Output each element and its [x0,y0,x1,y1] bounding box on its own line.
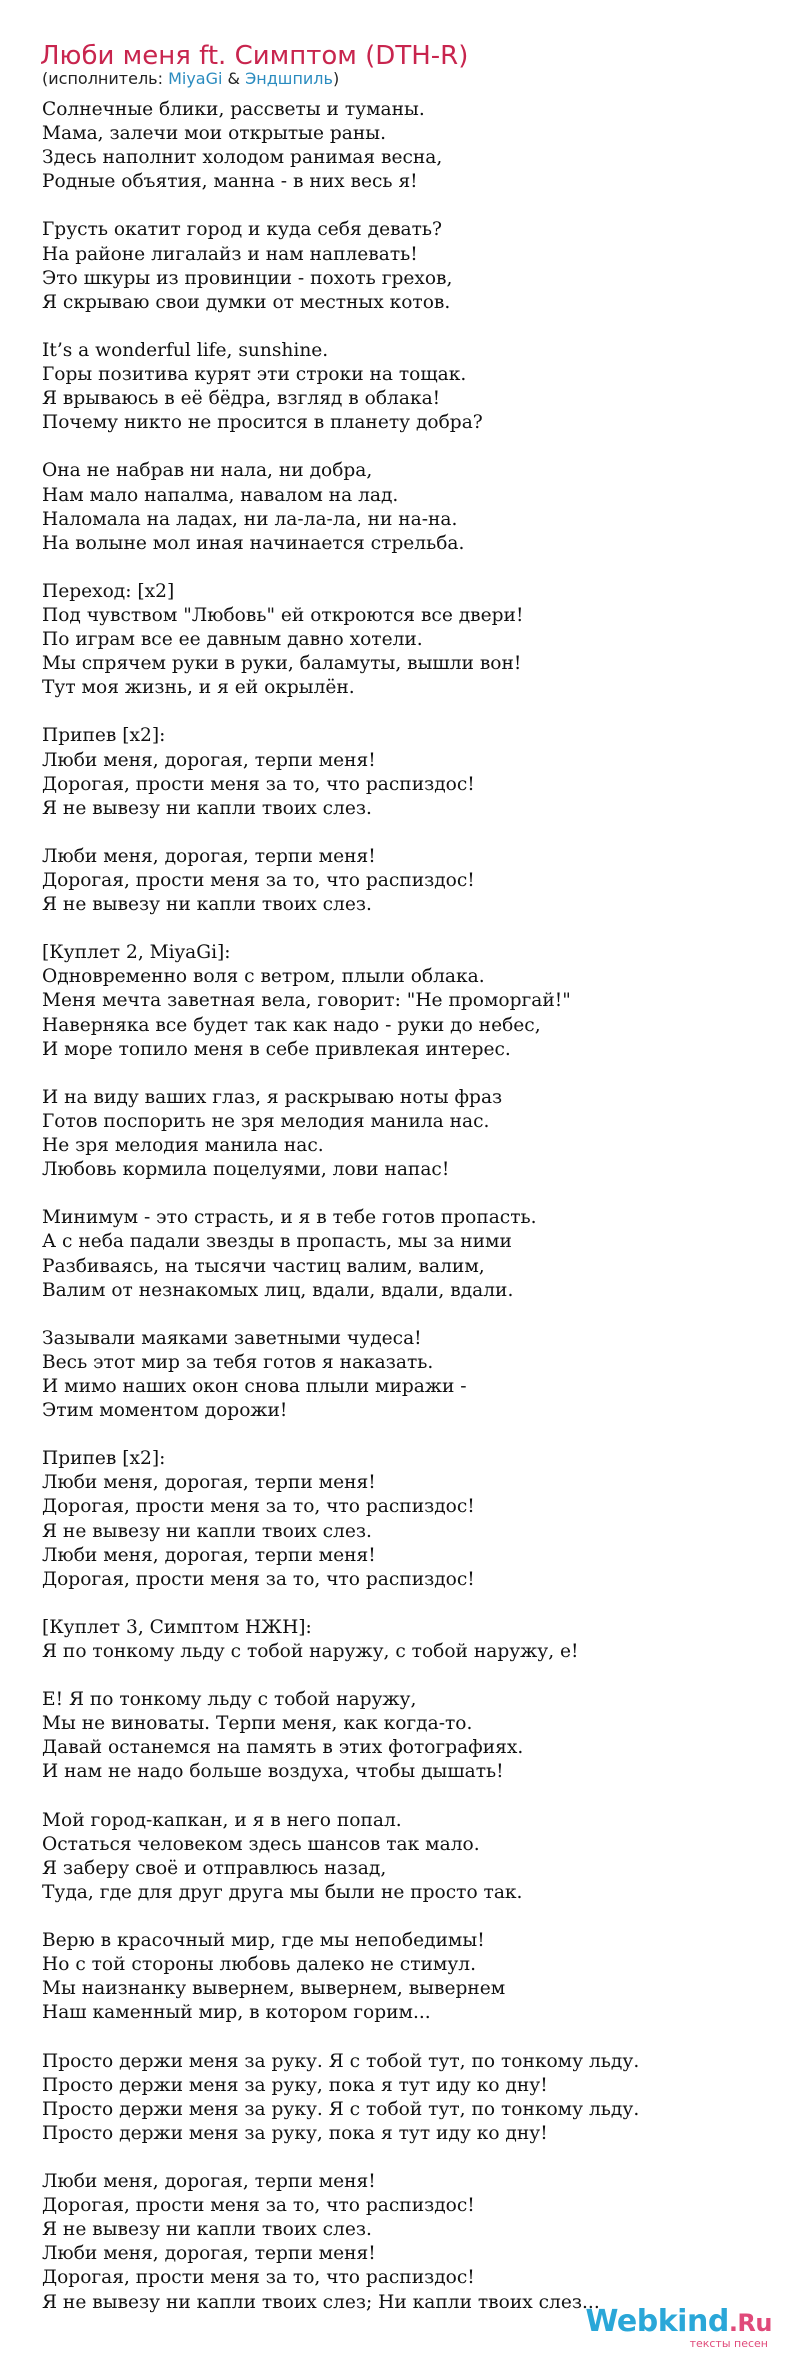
song-title: Люби меня ft. Симптом (DTH-R) [40,41,469,71]
lyrics-line: Готов поспорить не зря мелодия манила нас. [42,1110,490,1132]
logo-tagline: тексты песен [689,2337,768,2350]
lyrics-line: Я не вывезу ни капли твоих слез. [42,894,372,916]
lyrics-line: Она не набрав ни нала, ни добра, [42,460,373,482]
lyrics-line: Люби меня, дорогая, терпи меня! [42,845,376,867]
lyrics-line: Мы наизнанку вывернем, вывернем, вывернем [42,1978,506,2000]
lyrics-line: Родные объятия, манна - в них весь я! [42,171,418,193]
lyrics-line: Не зря мелодия манила нас. [42,1135,324,1157]
lyrics-line: Я не вывезу ни капли твоих слез. [42,2219,372,2241]
lyrics-line: Валим от незнакомых лиц, вдали, вдали, вдали. [42,1279,514,1301]
lyrics-line: Мама, залечи мои открытые раны. [42,123,386,145]
lyrics-line: И мимо наших окон снова плыли миражи - [42,1375,467,1397]
lyrics-stanza [42,724,782,820]
lyrics-stanza [42,98,782,194]
lyrics-stanza [42,2050,782,2146]
lyrics-line: Минимум - это страсть, и я в тебе готов пропасть. [42,1207,537,1229]
lyrics-line: Припев [x2]: [42,1448,166,1470]
lyrics-stanza [42,339,782,435]
lyrics-line: Горы позитива курят эти строки на тощак. [42,364,467,386]
lyrics-stanza [42,1447,782,1592]
logo-wordmark [585,2304,772,2339]
logo-tld: .Ru [728,2309,772,2337]
lyrics-stanza [42,1616,782,1664]
lyrics-line: It’s a wonderful life, sunshine. [42,339,329,361]
logo-brand: Webkind [585,2304,729,2339]
lyrics-stanza [42,941,782,1061]
lyrics-line: Одновременно воля с ветром, плыли облака. [42,966,485,988]
lyrics-line: Я не вывезу ни капли твоих слез. [42,797,372,819]
lyrics-line: Мой город-капкан, и я в него попал. [42,1809,402,1831]
lyrics-line: Любовь кормила поцелуями, лови напас! [42,1159,450,1181]
artist-prefix: (исполнитель: [42,69,169,88]
artist-line [42,68,339,90]
lyrics-line: На районе лигалайз и нам наплевать! [42,243,418,265]
lyrics-line: Мы спрячем руки в руки, баламуты, вышли вон! [42,653,522,675]
lyrics-line: Припев [x2]: [42,725,166,747]
lyrics-line: Е! Я по тонкому льду с тобой наружу, [42,1689,417,1711]
artist-link-endshpil[interactable]: Эндшпиль [245,69,333,88]
lyrics-line: Люби меня, дорогая, терпи меня! [42,1472,376,1494]
lyrics-line: Этим моментом дорожи! [42,1400,288,1422]
lyrics-line: И море топило меня в себе привлекая интерес. [42,1038,511,1060]
lyrics-line: Туда, где для друг друга мы были не просто так. [42,1881,523,1903]
lyrics-line: Наломала на ладах, ни ла-ла-ла, ни на-на. [42,508,458,530]
lyrics-line: Я не вывезу ни капли твоих слез. [42,1520,372,1542]
lyrics-line: Люби меня, дорогая, терпи меня! [42,2243,376,2265]
lyrics-line: Просто держи меня за руку, пока я тут иду ко дну! [42,2074,548,2096]
lyrics-stanza [42,1086,782,1182]
lyrics-body [42,98,782,2339]
lyrics-line: И на виду ваших глаз, я раскрываю ноты фраз [42,1086,503,1108]
lyrics-line: Давай останемся на память в этих фотографиях. [42,1737,524,1759]
lyrics-line: Я врываюсь в её бёдра, взгляд в облака! [42,388,441,410]
lyrics-line: Нам мало напалма, навалом на лад. [42,484,399,506]
lyrics-line: Зазывали маяками заветными чудеса! [42,1327,422,1349]
lyrics-line: Дорогая, прости меня за то, что распиздос! [42,1496,475,1518]
lyrics-stanza [42,1206,782,1302]
artist-separator: & [222,69,246,88]
lyrics-stanza [42,2170,782,2315]
lyrics-line: Весь этот мир за тебя готов я наказать. [42,1351,434,1373]
lyrics-line: Грусть окатит город и куда себя девать? [42,219,443,241]
lyrics-line: Дорогая, прости меня за то, что распиздос! [42,2267,475,2289]
lyrics-line: Люби меня, дорогая, терпи меня! [42,2171,376,2193]
lyrics-line: Тут моя жизнь, и я ей окрылён. [42,677,355,699]
lyrics-line: Почему никто не просится в планету добра? [42,412,483,434]
lyrics-stanza [42,1688,782,1784]
lyrics-line: [Куплет 3, Симптом НЖН]: [42,1616,312,1638]
lyrics-line: Я по тонкому льду с тобой наружу, с тобой наружу, е! [42,1641,579,1662]
lyrics-line: Я не вывезу ни капли твоих слез; Ни капли твоих слез... [42,2291,600,2313]
lyrics-line: Мы не виноваты. Терпи меня, как когда-то. [42,1713,473,1735]
lyrics-line: Я заберу своё и отправлюсь назад, [42,1857,387,1879]
lyrics-stanza [42,845,782,917]
lyrics-line: Дорогая, прости меня за то, что распиздос! [42,870,475,891]
lyrics-stanza [42,459,782,555]
lyrics-line: Люби меня, дорогая, терпи меня! [42,749,376,771]
lyrics-line: Переход: [x2] [42,580,175,602]
lyrics-line: Дорогая, прости меня за то, что распиздос! [42,773,475,795]
webkind-logo[interactable] [585,2304,772,2350]
lyrics-line: На волыне мол иная начинается стрельба. [42,532,465,554]
lyrics-line: Просто держи меня за руку, пока я тут иду ко дну! [42,2122,548,2144]
lyrics-line: Но с той стороны любовь далеко не стимул. [42,1954,477,1976]
lyrics-line: Дорогая, прости меня за то, что распиздос! [42,2195,475,2217]
lyrics-line: Верю в красочный мир, где мы непобедимы! [42,1930,485,1952]
lyrics-stanza [42,1327,782,1423]
lyrics-line: Под чувством "Любовь" ей откроются все двери! [42,604,524,626]
lyrics-line: Просто держи меня за руку. Я с тобой тут, по тонкому льду. [42,2098,640,2120]
lyrics-line: Просто держи меня за руку. Я с тобой тут, по тонкому льду. [42,2050,640,2072]
lyrics-line: Меня мечта заветная вела, говорит: "Не проморгай!" [42,990,571,1012]
lyrics-line: Дорогая, прости меня за то, что распиздос! [42,1568,475,1590]
lyrics-line: Наш каменный мир, в котором горим... [42,2002,431,2024]
lyrics-line: [Куплет 2, MiyaGi]: [42,942,231,964]
lyrics-line: Солнечные блики, рассветы и туманы. [42,99,425,120]
lyrics-line: По играм все ее давным давно хотели. [42,629,423,651]
artist-suffix: ) [332,69,340,88]
lyrics-line: А с неба падали звезды в пропасть, мы за ними [42,1231,512,1253]
lyrics-line: Наверняка все будет так как надо - руки до небес, [42,1014,541,1036]
lyrics-stanza [42,1809,782,1905]
lyrics-line: Это шкуры из провинции - похоть грехов, [42,267,453,289]
lyrics-line: Разбиваясь, на тысячи частиц валим, валим, [42,1255,485,1277]
lyrics-stanza [42,1929,782,2025]
lyrics-line: Я скрываю свои думки от местных котов. [42,291,451,313]
lyrics-line: И нам не надо больше воздуха, чтобы дышать! [42,1761,504,1783]
lyrics-line: Здесь наполнит холодом ранимая весна, [42,147,443,169]
artist-link-miyagi[interactable]: MiyaGi [168,69,223,88]
lyrics-stanza [42,218,782,314]
lyrics-line: Остаться человеком здесь шансов так мало. [42,1833,480,1855]
lyrics-line: Люби меня, дорогая, терпи меня! [42,1544,376,1566]
lyrics-stanza [42,580,782,700]
